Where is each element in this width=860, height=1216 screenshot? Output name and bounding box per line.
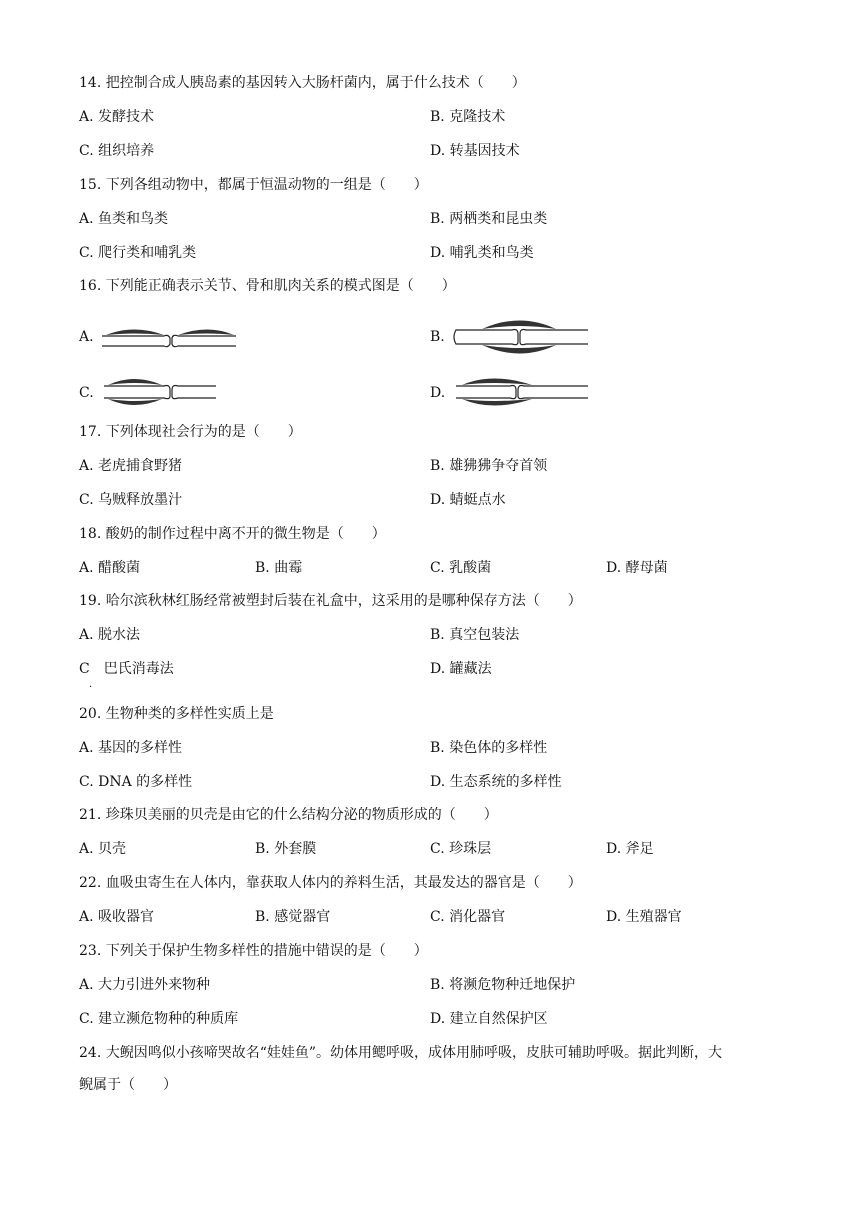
- q16-option-d-label: D.: [430, 385, 446, 401]
- question-24-stem-continued: 鲵属于（ ）: [79, 1077, 177, 1093]
- q18-option-a: A. 醋酸菌: [79, 560, 141, 576]
- q14-option-d: D. 转基因技术: [430, 143, 520, 159]
- q22-option-c: C. 消化器官: [430, 909, 506, 925]
- q15-option-d: D. 哺乳类和鸟类: [430, 245, 534, 261]
- q14-option-a: A. 发酵技术: [79, 109, 155, 125]
- question-21-stem: 21. 珍珠贝美丽的贝壳是由它的什么结构分泌的物质形成的（ ）: [79, 807, 498, 823]
- q18-option-c: C. 乳酸菌: [430, 560, 492, 576]
- q19-option-a: A. 脱水法: [79, 627, 141, 643]
- question-20-stem: 20. 生物种类的多样性实质上是: [79, 706, 274, 722]
- q21-option-d: D. 斧足: [606, 841, 654, 857]
- q21-option-a: A. 贝壳: [79, 841, 127, 857]
- question-18-stem: 18. 酸奶的制作过程中离不开的微生物是（ ）: [79, 526, 386, 542]
- q23-option-c: C. 建立濒危物种的种质库: [79, 1011, 239, 1027]
- q20-option-a: A. 基因的多样性: [79, 740, 183, 756]
- q18-option-b: B. 曲霉: [255, 560, 303, 576]
- q19-option-b: B. 真空包装法: [430, 627, 520, 643]
- q22-option-a: A. 吸收器官: [79, 909, 155, 925]
- q16-option-b-label: B.: [430, 329, 445, 345]
- question-19-stem: 19. 哈尔滨秋林红肠经常被塑封后装在礼盒中，这采用的是哪种保存方法（ ）: [79, 593, 582, 609]
- stray-dot-mark: ·: [89, 682, 93, 693]
- q16-option-c-diagram: [100, 370, 220, 414]
- q21-option-b: B. 外套膜: [255, 841, 317, 857]
- q15-option-c: C. 爬行类和哺乳类: [79, 245, 197, 261]
- q19-option-d: D. 罐藏法: [430, 661, 492, 677]
- question-22-stem: 22. 血吸虫寄生在人体内，靠获取人体内的养料生活，其最发达的器官是（ ）: [79, 875, 582, 891]
- q15-option-b: B. 两栖类和昆虫类: [430, 211, 548, 227]
- q20-option-d: D. 生态系统的多样性: [430, 774, 562, 790]
- q14-option-b: B. 克隆技术: [430, 109, 506, 125]
- q22-option-b: B. 感觉器官: [255, 909, 331, 925]
- q18-option-d: D. 酵母菌: [606, 560, 668, 576]
- q15-option-a: A. 鱼类和鸟类: [79, 211, 169, 227]
- q17-option-b: B. 雄狒狒争夺首领: [430, 458, 548, 474]
- question-23-stem: 23. 下列关于保护生物多样性的措施中错误的是（ ）: [79, 943, 428, 959]
- question-16-stem: 16. 下列能正确表示关节、骨和肌肉关系的模式图是（ ）: [79, 278, 456, 294]
- question-17-stem: 17. 下列体现社会行为的是（ ）: [79, 424, 302, 440]
- question-14-stem: 14. 把控制合成人胰岛素的基因转入大肠杆菌内，属于什么技术（ ）: [79, 75, 526, 91]
- q20-option-b: B. 染色体的多样性: [430, 740, 548, 756]
- q17-option-d: D. 蜻蜓点水: [430, 492, 506, 508]
- question-15-stem: 15. 下列各组动物中，都属于恒温动物的一组是（ ）: [79, 177, 428, 193]
- q19-option-c: C 巴氏消毒法: [79, 661, 174, 677]
- question-24-stem: 24. 大鲵因鸣似小孩啼哭故名“娃娃鱼”。幼体用鳃呼吸，成体用肺呼吸，皮肤可辅助呼吸。据此判断，大: [79, 1045, 723, 1061]
- q16-option-a-label: A.: [79, 329, 94, 345]
- q16-option-b-diagram: [452, 312, 592, 362]
- q22-option-d: D. 生殖器官: [606, 909, 682, 925]
- q23-option-a: A. 大力引进外来物种: [79, 977, 211, 993]
- q20-option-c: C. DNA 的多样性: [79, 774, 193, 790]
- q17-option-c: C. 乌贼释放墨汁: [79, 492, 183, 508]
- q23-option-d: D. 建立自然保护区: [430, 1011, 548, 1027]
- q16-option-d-diagram: [452, 370, 592, 414]
- q21-option-c: C. 珍珠层: [430, 841, 492, 857]
- q17-option-a: A. 老虎捕食野猪: [79, 458, 183, 474]
- q16-option-c-label: C.: [79, 385, 94, 401]
- q14-option-c: C. 组织培养: [79, 143, 155, 159]
- q23-option-b: B. 将濒危物种迁地保护: [430, 977, 576, 993]
- q16-option-a-diagram: [100, 322, 240, 358]
